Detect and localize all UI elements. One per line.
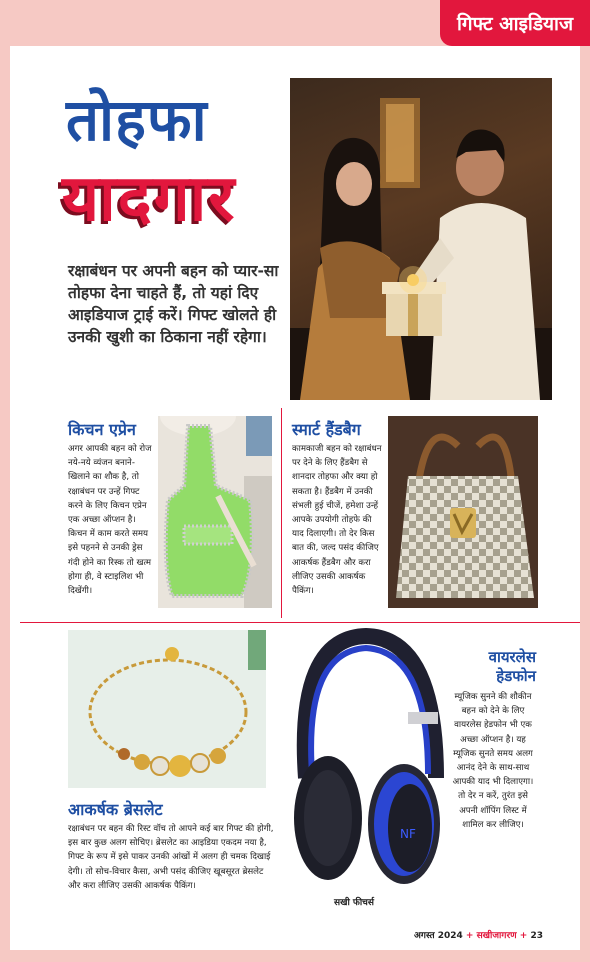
handbag-heading: स्मार्ट हैंडबैग [292, 420, 361, 439]
headphone-heading-line1: वायरलेस [488, 648, 536, 666]
title-line1: तोहफा [66, 86, 208, 154]
apron-body: अगर आपकी बहन को रोज नये-नये व्यंजन बनाने-खिलाने का शौक है, तो रक्षाबंधन पर उन्हें गिफ्ट करने के लिए किचन एप्रेन एक अच्छा ऑप्शन है। किचन में काम करते समय इसे पहनने से उनकी ड्रेस गंदी होने का रिस्क तो खत्म होगा ही, वे स्टाइलिश भी दिखेंगी। [68, 444, 152, 597]
couple-gift-photo [290, 78, 552, 400]
handbag-icon [388, 416, 538, 608]
frame-bottom [0, 950, 590, 962]
apron-photo [158, 416, 272, 608]
folio-month: अगस्त 2024 [414, 931, 463, 941]
row-divider [20, 622, 580, 623]
bracelet-body: रक्षाबंधन पर बहन की रिस्ट वॉच तो आपने कई बार गिफ्ट की होगी, इस बार कुछ अलग सोचिए। ब्रेसलेट का आइडिया एकदम नया है, गिफ्ट के रूप में इसे पाकर उनकी आंखों में अलग ही चमक दिखाई देगी। तो सोच-विचार कैसा, अभी पसंद कीजिए खूबसूरत ब्रेसलेट और करा लीजिए उसकी आकर्षक पैकिंग। [68, 824, 274, 891]
folio-plus-icon-2: + [519, 931, 528, 941]
title-line2: यादगार [62, 160, 276, 238]
svg-text:NF: NF [400, 827, 416, 841]
section-tab: गिफ्ट आइडियाज [440, 0, 590, 46]
headphone-heading [456, 648, 536, 686]
credit: सखी फीचर्स [334, 898, 374, 908]
bracelet-heading: आकर्षक ब्रेसलेट [68, 800, 163, 819]
frame-right [580, 46, 590, 962]
handbag-body: कामकाजी बहन को रक्षाबंधन पर देने के लिए हैंडबैग से शानदार तोहफा और क्या हो सकता है। हैंडबैग में उनकी संभली हुई चीजें, हमेशा उन्हें आपके उपयोगी तोहफे की याद दिलाएगी। तो देर किस बात की, जल्द पसंद कीजिए आकर्षक हैंडबैग और करा लीजिए उसकी आकर्षक पैकिंग। [292, 444, 382, 597]
apron-icon [158, 416, 272, 608]
intro-text: रक्षाबंधन पर अपनी बहन को प्यार-सा तोहफा देना चाहते हैं, तो यहां दिए आइडियाज ट्राई करें। गिफ्ट खोलते ही उनकी खुशी का ठिकाना नहीं रहेगा। [68, 262, 279, 346]
headphone-body: म्यूजिक सुनने की शौकीन बहन को देने के लिए वायरलेस हेडफोन भी एक अच्छा ऑप्शन है। यह म्यूजिक सुनते समय अलग आनंद देने के साथ-साथ आपकी याद भी दिलाएगा। तो देर न करें, तुरंत इसे अपनी शॉपिंग लिस्ट में शामिल कर लीजिए। [452, 692, 534, 830]
handbag-photo [388, 416, 538, 608]
bracelet-photo [68, 630, 266, 788]
folio-magazine: सखीजागरण [476, 931, 517, 941]
headphone-icon [286, 628, 444, 890]
headphone-photo [286, 628, 444, 890]
apron-heading: किचन एप्रेन [68, 420, 136, 439]
bracelet-icon [68, 630, 266, 788]
folio [414, 928, 543, 941]
column-divider [281, 408, 282, 618]
folio-plus-icon: + [465, 931, 474, 941]
folio-page: 23 [530, 931, 543, 941]
frame-left [0, 46, 10, 962]
headphone-heading-line2: हेडफोन [496, 667, 536, 685]
couple-gift-illustration [290, 78, 552, 400]
